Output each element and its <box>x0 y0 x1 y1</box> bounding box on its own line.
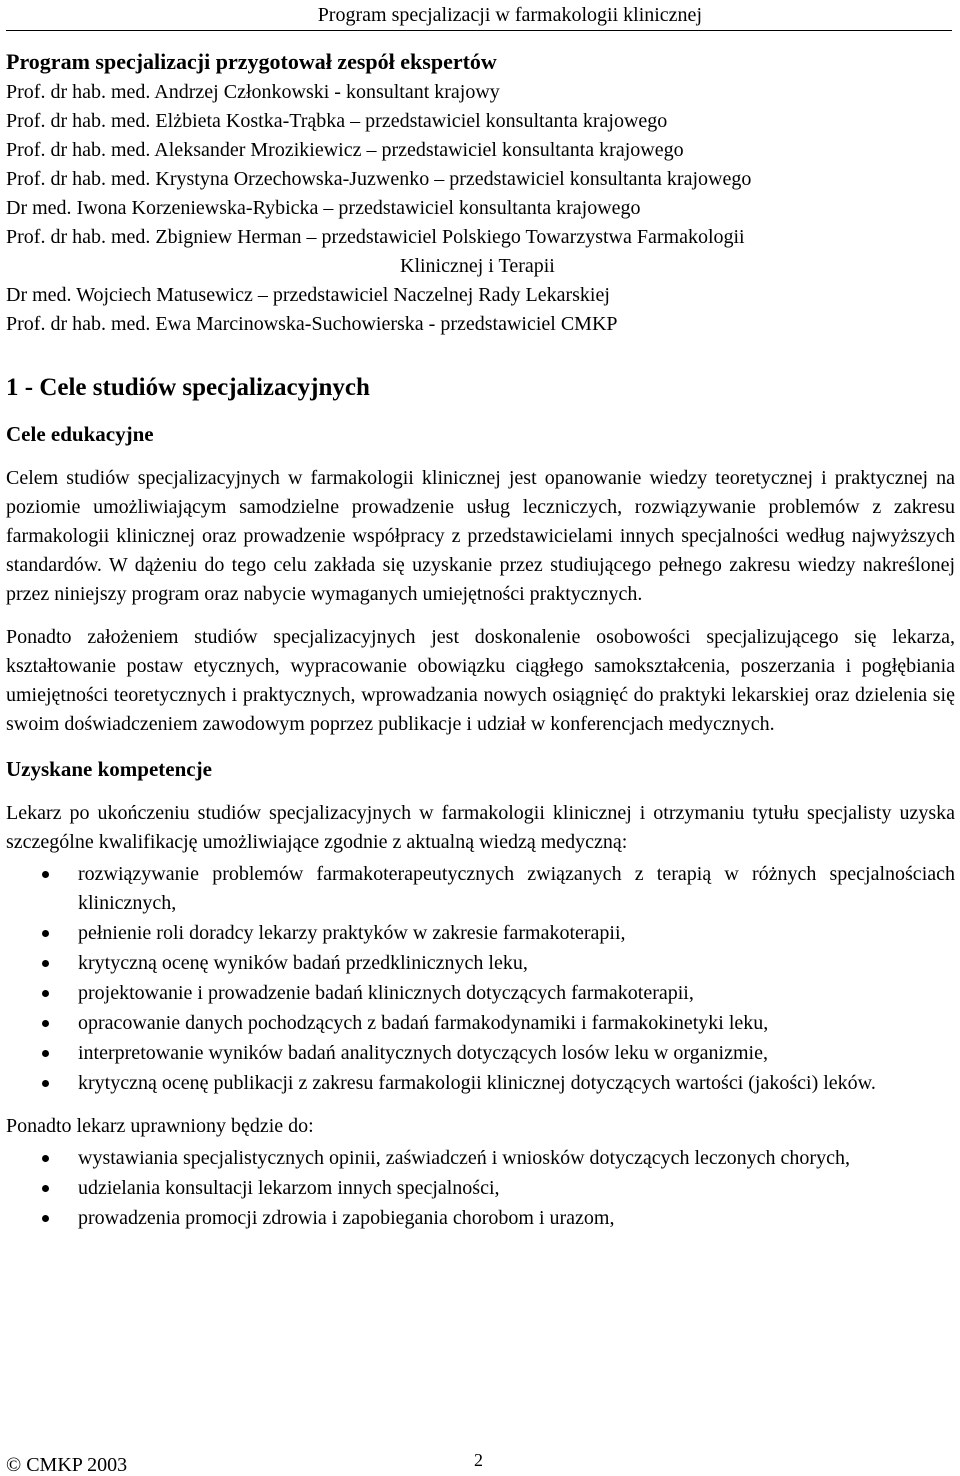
expert-line: Dr med. Wojciech Matusewicz – przedstawiciel Naczelnej Rady Lekarskiej <box>6 284 610 306</box>
list-item: krytyczną ocenę wyników badań przedklinicznych leku, <box>6 949 955 978</box>
bullet-icon <box>42 990 49 997</box>
bullet-icon <box>42 1155 49 1162</box>
list-item: wystawiania specjalistycznych opinii, zaświadczeń i wniosków dotyczących leczonych chorych, <box>6 1144 955 1173</box>
paragraph-cele-1: Celem studiów specjalizacyjnych w farmakologii klinicznej jest opanowanie wiedzy teoretycznej i praktycznej na poziomie umożliwiającym samodzielne prowadzenie usług leczniczych, rozwiązywanie problemów z zakresu farmakologii klinicznej oraz prowadzenie współpracy z przedstawicielami innych specjalności według najwyższych standardów. W dążeniu do tego celu zakłada się uzyskanie przez studiującego pełnego zakresu wiedzy nakreślonej przez niniejszy program oraz nabycie wymaganych umiejętności praktycznych. <box>6 467 955 605</box>
expert-line: Prof. dr hab. med. Zbigniew Herman – przedstawiciel Polskiego Towarzystwa Farmakologii <box>6 226 745 248</box>
page-content <box>6 46 955 1233</box>
paragraph-kompetencje-intro: Lekarz po ukończeniu studiów specjalizacyjnych w farmakologii klinicznej i otrzymaniu tytułu specjalisty uzyska szczególne kwalifikację umożliwiające zgodnie z aktualną wiedzą medyczną: <box>6 802 955 853</box>
running-header: Program specjalizacji w farmakologii klinicznej <box>317 4 702 26</box>
uprawnienia-list <box>6 1144 955 1233</box>
kompetencje-list <box>6 860 955 1098</box>
header-rule <box>6 30 952 31</box>
bullet-icon <box>42 1020 49 1027</box>
bullet-icon <box>42 930 49 937</box>
list-item: udzielania konsultacji lekarzom innych specjalności, <box>6 1174 955 1203</box>
list-item: rozwiązywanie problemów farmakoterapeutycznych związanych z terapią w różnych specjalnościach klinicznych, <box>6 860 955 918</box>
list-item: projektowanie i prowadzenie badań klinicznych dotyczących farmakoterapii, <box>6 979 955 1008</box>
paragraph-cele-2: Ponadto założeniem studiów specjalizacyjnych jest doskonalenie osobowości specjalizującego się lekarza, kształtowanie postaw etycznych, wypracowanie obowiązku ciągłego samokształcenia, poszerzania i pogłębiania umiejętności teoretycznych i praktycznych, wprowadzania nowych osiągnięć do praktyki lekarskiej oraz dzielenia się swoim doświadczeniem zawodowym poprzez publikacje i udział w konferencjach medycznych. <box>6 626 955 735</box>
footer-copyright: © CMKP 2003 <box>6 1454 128 1476</box>
bullet-icon <box>42 1215 49 1222</box>
expert-line: Prof. dr hab. med. Elżbieta Kostka-Trąbka – przedstawiciel konsultanta krajowego <box>6 110 668 132</box>
list-item: opracowanie danych pochodzących z badań farmakodynamiki i farmakokinetyki leku, <box>6 1009 955 1038</box>
expert-line: Dr med. Iwona Korzeniewska-Rybicka – przedstawiciel konsultanta krajowego <box>6 197 641 219</box>
list-item: prowadzenia promocji zdrowia i zapobiegania chorobom i urazom, <box>6 1204 955 1233</box>
bullet-icon <box>42 1185 49 1192</box>
section-heading: 1 - Cele studiów specjalizacyjnych <box>6 374 370 401</box>
subsection-heading-cele: Cele edukacyjne <box>6 422 154 446</box>
bullet-icon <box>42 1080 49 1087</box>
expert-line: Prof. dr hab. med. Aleksander Mrozikiewicz – przedstawiciel konsultanta krajowego <box>6 139 684 161</box>
list-item: krytyczną ocenę publikacji z zakresu farmakologii klinicznej dotyczących wartości (jakości) leków. <box>6 1069 955 1098</box>
experts-title: Program specjalizacji przygotował zespół ekspertów <box>6 49 497 74</box>
list-item: interpretowanie wyników badań analitycznych dotyczących losów leku w organizmie, <box>6 1039 955 1068</box>
experts-list <box>6 78 955 339</box>
subsection-heading-kompetencje: Uzyskane kompetencje <box>6 757 212 781</box>
footer-page-number: 2 <box>474 1450 483 1470</box>
list-item: pełnienie roli doradcy lekarzy praktyków w zakresie farmakoterapii, <box>6 919 955 948</box>
paragraph-uprawnienia-intro: Ponadto lekarz uprawniony będzie do: <box>6 1115 314 1137</box>
expert-line: Prof. dr hab. med. Andrzej Członkowski - konsultant krajowy <box>6 81 500 103</box>
expert-line: Prof. dr hab. med. Ewa Marcinowska-Suchowierska - przedstawiciel CMKP <box>6 313 618 335</box>
expert-line: Prof. dr hab. med. Krystyna Orzechowska-Juzwenko – przedstawiciel konsultanta krajowego <box>6 168 752 190</box>
bullet-icon <box>42 871 49 878</box>
bullet-icon <box>42 960 49 967</box>
expert-line-continuation: Klinicznej i Terapii <box>400 255 555 277</box>
bullet-icon <box>42 1050 49 1057</box>
